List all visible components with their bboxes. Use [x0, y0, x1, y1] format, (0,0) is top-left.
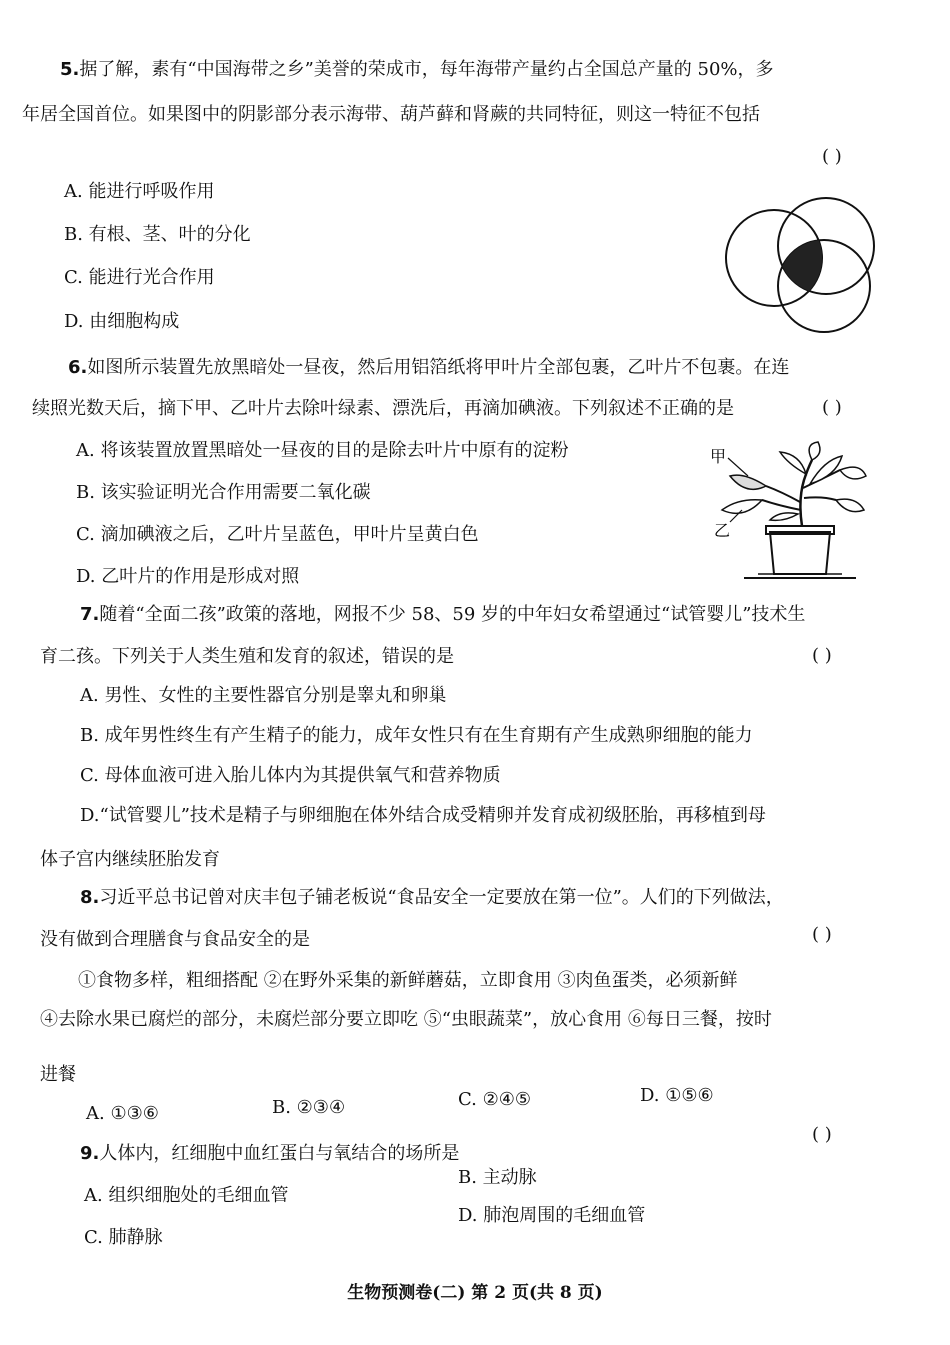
q6-option-d: D. 乙叶片的作用是形成对照	[76, 566, 300, 587]
q8-items-3: 进餐	[40, 1064, 76, 1085]
q7-option-a: A. 男性、女性的主要性器官分别是睾丸和卵巢	[80, 685, 447, 706]
q6-answer-bracket: ( )	[822, 397, 842, 418]
q6-stem-1: 如图所示装置先放黑暗处一昼夜，然后用铝箔纸将甲叶片全部包裹，乙叶片不包裹。在连	[87, 357, 790, 378]
q6-option-c: C. 滴加碘液之后，乙叶片呈蓝色，甲叶片呈黄白色	[76, 524, 479, 545]
q8-answer-bracket: ( )	[812, 924, 832, 945]
page-footer: 生物预测卷(二) 第 2 页(共 8 页)	[347, 1283, 603, 1303]
q6-number: 6.	[68, 357, 88, 378]
q5-answer-bracket: ( )	[822, 146, 842, 167]
q8-items-1: ①食物多样，粗细搭配 ②在野外采集的新鲜蘑菇，立即食用 ③肉鱼蛋类，必须新鲜	[78, 970, 738, 991]
q9-answer-bracket: ( )	[812, 1124, 832, 1145]
q6-option-b: B. 该实验证明光合作用需要二氧化碳	[76, 482, 371, 503]
q7-number: 7.	[80, 604, 100, 625]
q8-number: 8.	[80, 887, 100, 908]
q7-answer-bracket: ( )	[812, 645, 832, 666]
q8-stem-1: 习近平总书记曾对庆丰包子铺老板说“食品安全一定要放在第一位”。人们的下列做法，	[99, 887, 784, 908]
q9-option-b: B. 主动脉	[458, 1167, 537, 1188]
q6-line2: 续照光数天后，摘下甲、乙叶片去除叶绿素、漂洗后，再滴加碘液。下列叙述不正确的是	[32, 398, 734, 419]
q7-option-d: D.“试管婴儿”技术是精子与卵细胞在体外结合成受精卵并发育成初级胚胎，再移植到母	[80, 805, 766, 826]
q7-option-d-cont: 体子宫内继续胚胎发育	[40, 849, 220, 870]
q8-line1	[80, 886, 784, 910]
q5-option-c: C. 能进行光合作用	[64, 267, 215, 288]
q6-line1	[68, 356, 789, 380]
q5-stem-1: 据了解，素有“中国海带之乡”美誉的荣成市，每年海带产量约占全国总产量的 50%，多	[79, 59, 774, 80]
q7-stem-1: 随着“全面二孩”政策的落地，网报不少 58、59 岁的中年妇女希望通过“试管婴儿”技术生	[99, 604, 806, 625]
q5-line1	[60, 58, 774, 82]
q9-number: 9.	[80, 1143, 100, 1164]
leaf-yi	[722, 500, 762, 514]
q7-option-c: C. 母体血液可进入胎儿体内为其提供氧气和营养物质	[80, 765, 501, 786]
q7-line2: 育二孩。下列关于人类生殖和发育的叙述，错误的是	[40, 646, 454, 667]
q8-items-2: ④去除水果已腐烂的部分，未腐烂部分要立即吃 ⑤“虫眼蔬菜”，放心食用 ⑥每日三餐，按时	[40, 1009, 772, 1030]
leaf-jia	[730, 475, 766, 489]
venn-diagram	[720, 190, 880, 335]
q7-line1	[80, 603, 805, 627]
q5-option-b: B. 有根、茎、叶的分化	[64, 224, 251, 245]
q5-number: 5.	[60, 59, 80, 80]
q8-line2: 没有做到合理膳食与食品安全的是	[40, 929, 310, 950]
q9-option-a: A. 组织细胞处的毛细血管	[84, 1185, 289, 1206]
q9-line1	[80, 1142, 459, 1166]
q7-option-b: B. 成年男性终生有产生精子的能力，成年女性只有在生育期有产生成熟卵细胞的能力	[80, 725, 753, 746]
potted-plant-illustration	[700, 440, 870, 590]
q8-option-d: D. ①⑤⑥	[640, 1085, 714, 1106]
label-jia: 甲	[710, 447, 727, 466]
q8-option-a: A. ①③⑥	[86, 1103, 159, 1124]
q5-option-a: A. 能进行呼吸作用	[64, 181, 215, 202]
q9-option-c: C. 肺静脉	[84, 1227, 163, 1248]
q8-option-c: C. ②④⑤	[458, 1089, 531, 1110]
q9-stem-1: 人体内，红细胞中血红蛋白与氧结合的场所是	[99, 1143, 460, 1164]
label-yi: 乙	[714, 521, 731, 540]
q8-option-b: B. ②③④	[272, 1097, 346, 1118]
q9-option-d: D. 肺泡周围的毛细血管	[458, 1205, 646, 1226]
q5-option-d: D. 由细胞构成	[64, 311, 180, 332]
q6-option-a: A. 将该装置放置黑暗处一昼夜的目的是除去叶片中原有的淀粉	[76, 440, 569, 461]
q5-line2: 年居全国首位。如果图中的阴影部分表示海带、葫芦藓和肾蕨的共同特征，则这一特征不包括	[22, 104, 760, 125]
